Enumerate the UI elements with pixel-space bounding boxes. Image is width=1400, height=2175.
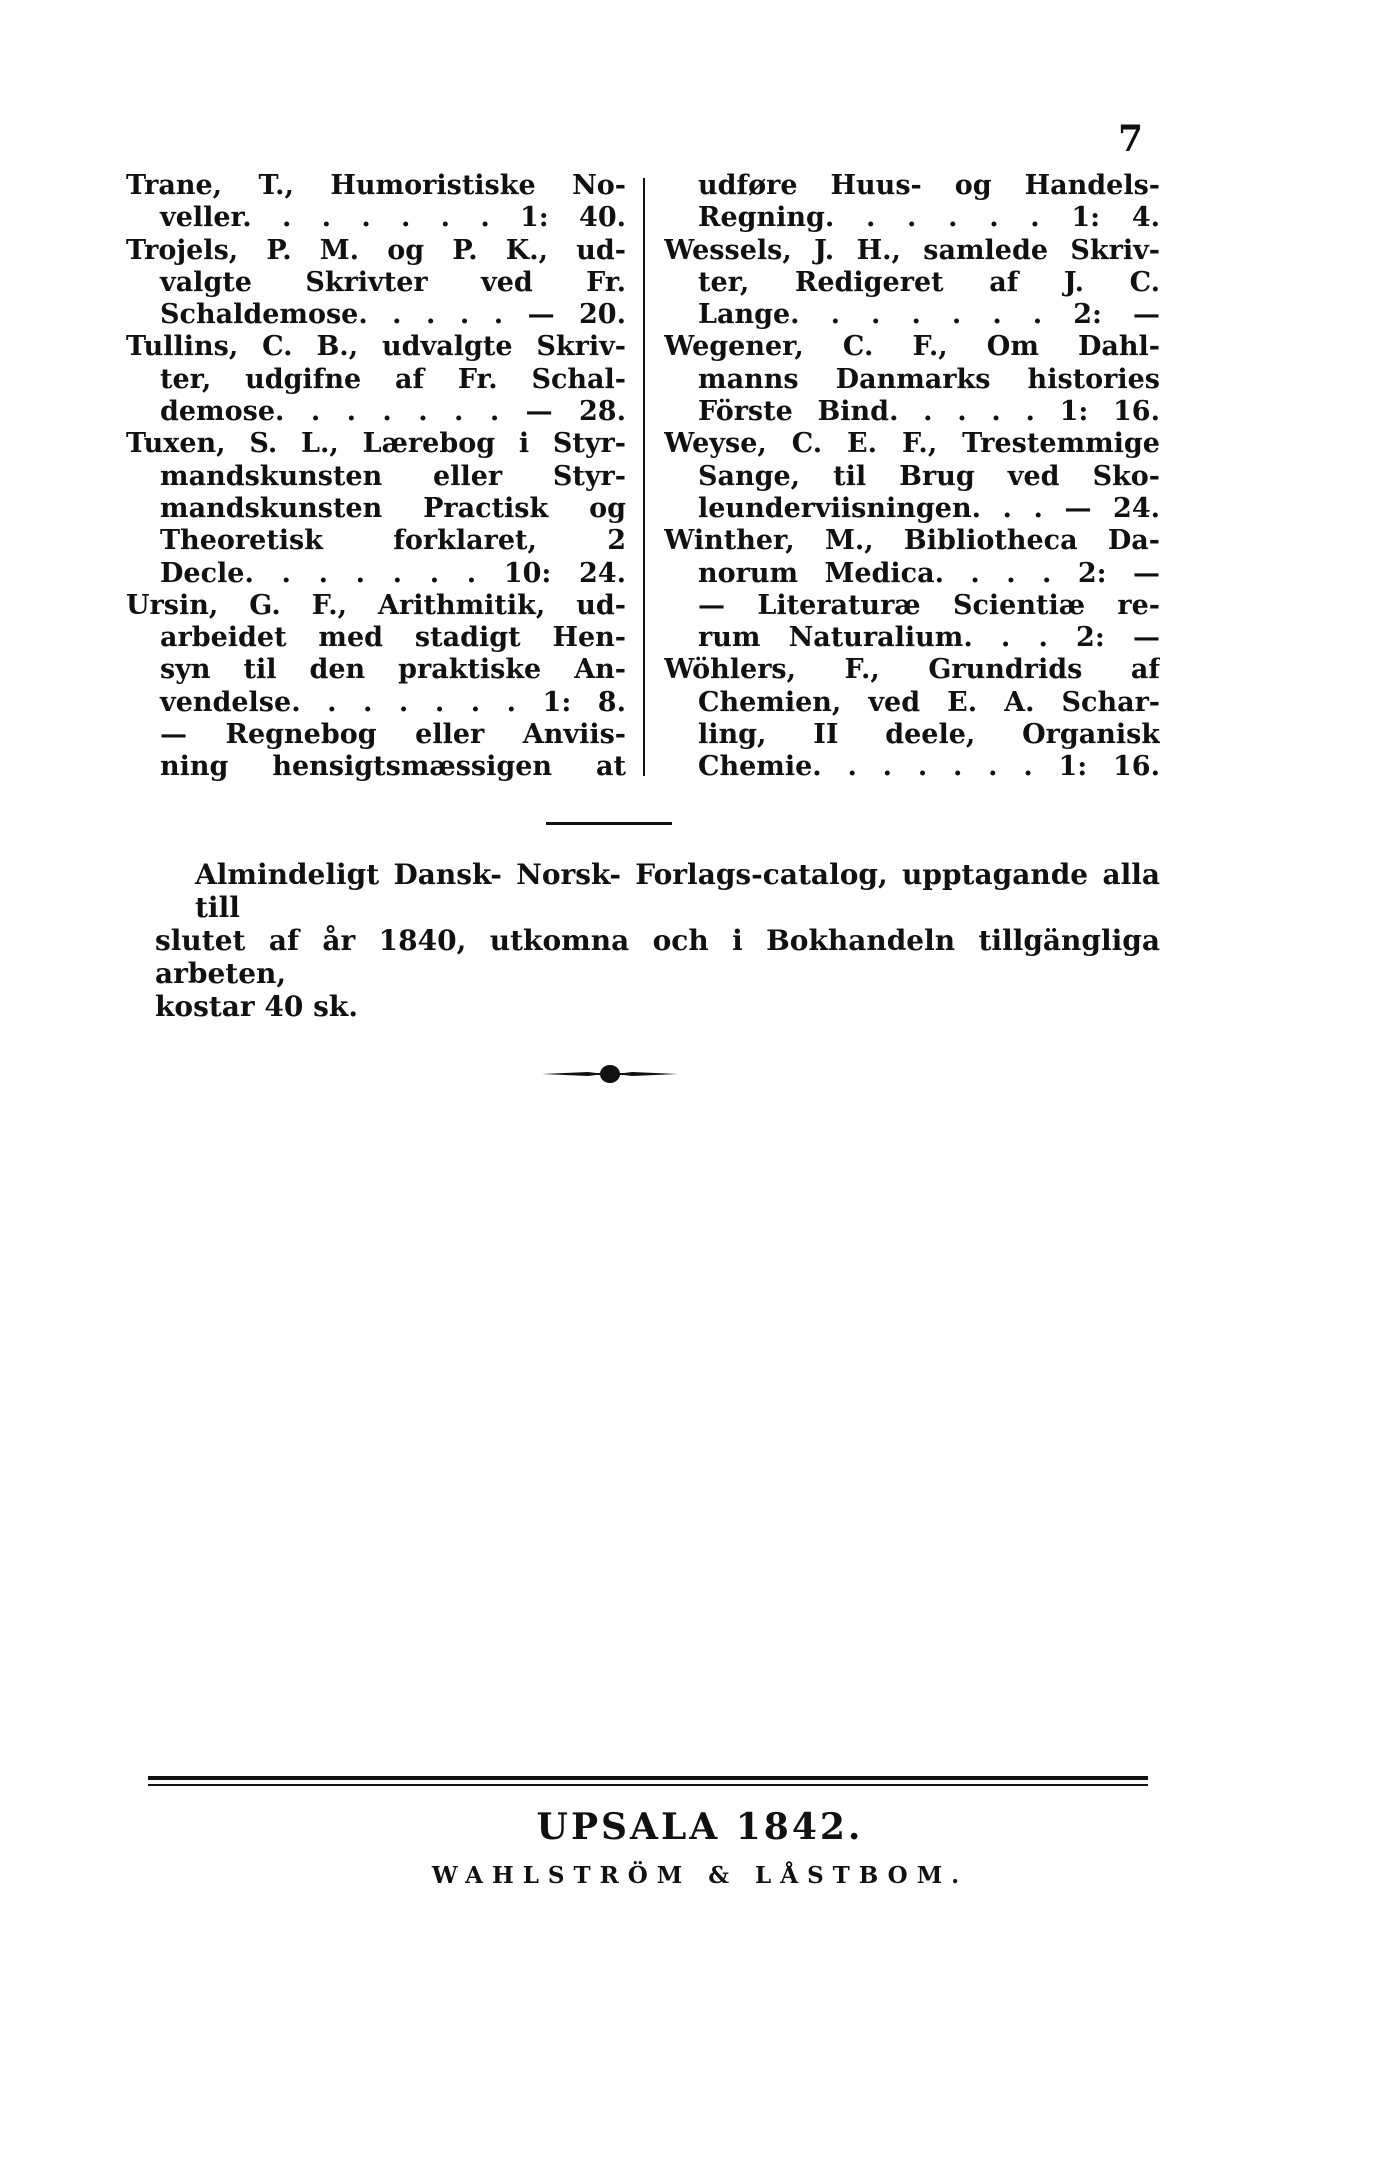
double-rule bbox=[148, 1776, 1148, 1788]
catalog-entry-line: Weyse, C. E. F., Trestemmige bbox=[664, 428, 1160, 460]
catalog-entry-line: ter, Redigeret af J. C. bbox=[698, 266, 1160, 298]
page-number: 7 bbox=[1118, 118, 1144, 160]
catalog-entry-line: Lange. . . . . . . 2: — bbox=[698, 299, 1160, 331]
catalog-entry-line: demose. . . . . . . — 28. bbox=[160, 396, 626, 428]
catalog-entry-line: Tullins, C. B., udvalgte Skriv- bbox=[126, 331, 626, 363]
catalog-entry-line: udføre Huus- og Handels- bbox=[698, 170, 1160, 201]
catalog-entry-line: arbeidet med stadigt Hen- bbox=[160, 622, 626, 654]
catalog-entry-line: Trane, T., Humoristiske No- bbox=[126, 170, 626, 201]
catalog-notice bbox=[155, 858, 1160, 1023]
catalog-entry-line: Wöhlers, F., Grundrids af bbox=[664, 654, 1160, 686]
catalog-entry-line: manns Danmarks histories bbox=[698, 363, 1160, 395]
catalog-entry-line: Förste Bind. . . . . 1: 16. bbox=[698, 396, 1160, 428]
catalog-entry-line: Wessels, J. H., samlede Skriv- bbox=[664, 234, 1160, 266]
catalog-entry-line: Sange, til Brug ved Sko- bbox=[698, 460, 1160, 492]
catalog-entry-line: — Literaturæ Scientiæ re- bbox=[698, 589, 1160, 621]
catalog-entry-line: mandskunsten Practisk og bbox=[160, 492, 626, 524]
catalog-entry-line: Wegener, C. F., Om Dahl- bbox=[664, 331, 1160, 363]
catalog-entry-line: norum Medica. . . . 2: — bbox=[698, 557, 1160, 589]
notice-line: kostar 40 sk. bbox=[155, 990, 359, 1023]
catalog-entry-line: Ursin, G. F., Arithmitik, ud- bbox=[126, 589, 626, 621]
catalog-entry-line: — Regnebog eller Anviis- bbox=[160, 719, 626, 751]
notice-line: Almindeligt Dansk- Norsk- Forlags-catalog, upptagande alla till bbox=[195, 858, 1160, 924]
catalog-entry-line: Trojels, P. M. og P. K., ud- bbox=[126, 234, 626, 266]
right-column bbox=[664, 170, 1160, 784]
catalog-entry-line: Chemien, ved E. A. Schar- bbox=[698, 686, 1160, 718]
catalog-entry-line: Regning. . . . . . 1: 4. bbox=[698, 202, 1160, 234]
catalog-entry-line: veller. . . . . . . 1: 40. bbox=[160, 202, 626, 234]
section-rule bbox=[546, 822, 672, 825]
catalog-entry-line: ling, II deele, Organisk bbox=[698, 719, 1160, 751]
catalog-entry-line: valgte Skrivter ved Fr. bbox=[160, 266, 626, 298]
catalog-entry-line: ning hensigtsmæssigen at bbox=[160, 751, 626, 783]
column-divider bbox=[643, 178, 645, 776]
catalog-entry-line: Chemie. . . . . . . 1: 16. bbox=[698, 751, 1160, 783]
ornament-divider bbox=[540, 1062, 680, 1086]
catalog-entry-line: leunderviisningen. . . — 24. bbox=[698, 492, 1160, 524]
catalog-entry-line: mandskunsten eller Styr- bbox=[160, 460, 626, 492]
catalog-entry-line: Winther, M., Bibliotheca Da- bbox=[664, 525, 1160, 557]
catalog-entry-line: Tuxen, S. L., Lærebog i Styr- bbox=[126, 428, 626, 460]
catalog-entry-line: vendelse. . . . . . . 1: 8. bbox=[160, 686, 626, 718]
imprint-city-year: UPSALA 1842. bbox=[536, 1806, 864, 1848]
catalog-entry-line: Theoretisk forklaret, 2 bbox=[160, 525, 626, 557]
imprint-printer: WAHLSTRÖM & LÅSTBOM. bbox=[431, 1862, 969, 1889]
catalog-entry-line: syn til den praktiske An- bbox=[160, 654, 626, 686]
notice-line: slutet af år 1840, utkomna och i Bokhandeln tillgängliga arbeten, bbox=[155, 924, 1160, 990]
catalog-entry-line: Schaldemose. . . . . — 20. bbox=[160, 299, 626, 331]
catalog-entry-line: Decle. . . . . . . 10: 24. bbox=[160, 557, 626, 589]
catalog-entry-line: ter, udgifne af Fr. Schal- bbox=[160, 363, 626, 395]
left-column bbox=[126, 170, 626, 784]
catalog-entry-line: rum Naturalium. . . 2: — bbox=[698, 622, 1160, 654]
